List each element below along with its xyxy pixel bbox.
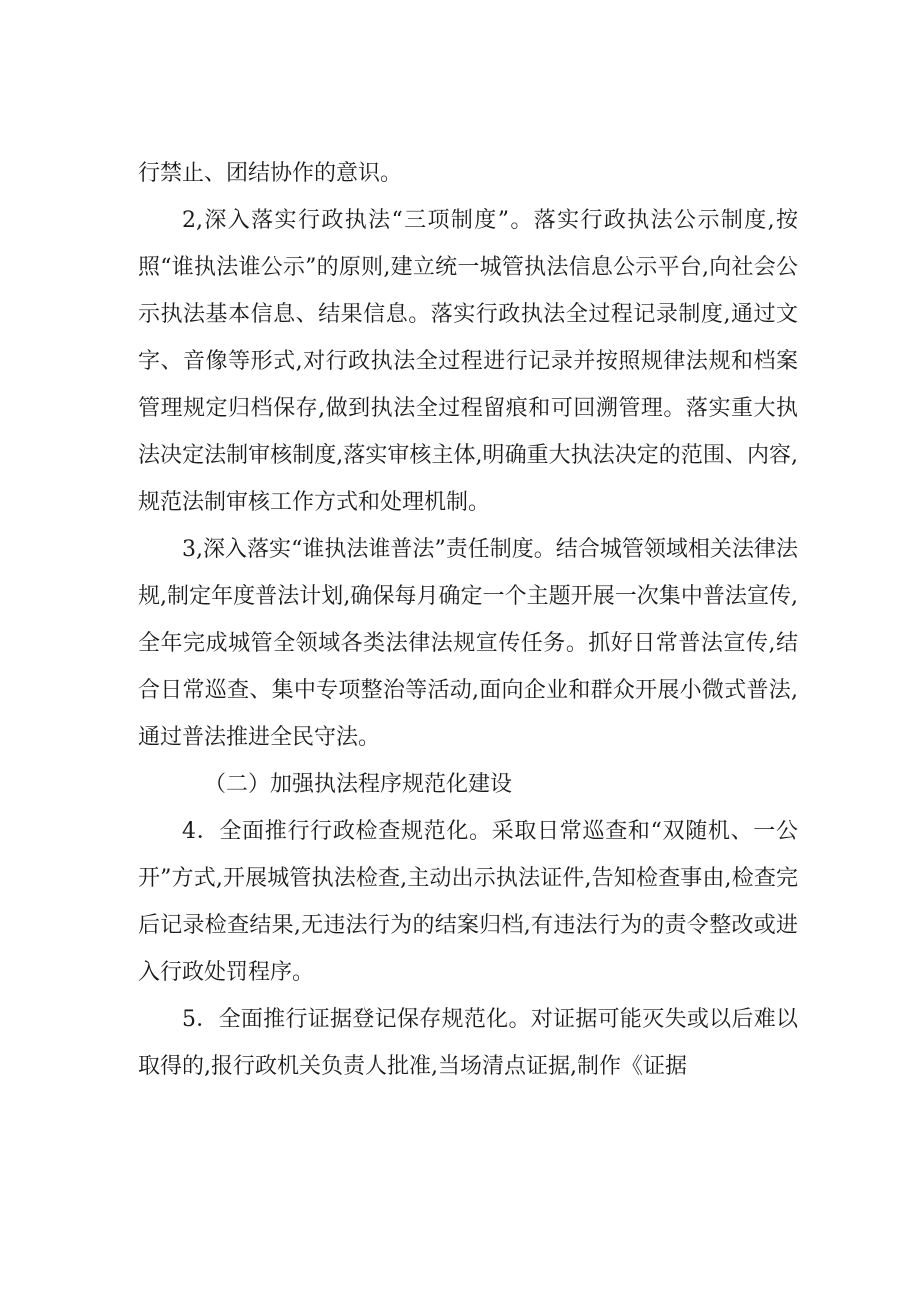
paragraph-item-4: 4．全面推行行政检查规范化。采取日常巡查和“双随机、一公开”方式,开展城管执法检查,主动出示执法证件,告知检查事由,检查完后记录检查结果,无违法行为的结案归档,有违法行为的责令整改或进入行政处罚程序。 <box>138 819 798 985</box>
section-heading: （二）加强执法程序规范化建设 <box>204 772 513 797</box>
document-body <box>138 150 798 1090</box>
paragraph-item-5: 5．全面推行证据登记保存规范化。对证据可能灭失或以后难以取得的,报行政机关负责人批准,当场清点证据,制作《证据 <box>138 1007 798 1079</box>
paragraph-item-2: 2,深入落实行政执法“三项制度”。落实行政执法公示制度,按照“谁执法谁公示”的原则,建立统一城管执法信息公示平台,向社会公示执法基本信息、结果信息。落实行政执法全过程记录制度,通过文字、音像等形式,对行政执法全过程进行记录并按照规律法规和档案管理规定归档保存,做到执法全过程留痕和可回溯管理。落实重大执法决定法制审核制度,落实审核主体,明确重大执法决定的范围、内容,规范法制审核工作方式和处理机制。 <box>138 208 798 515</box>
paragraph-item-3: 3,深入落实“谁执法谁普法”责任制度。结合城管领域相关法律法规,制定年度普法计划,确保每月确定一个主题开展一次集中普法宣传,全年完成城管全领域各类法律法规宣传任务。抓好日常普法宣传,结合日常巡查、集中专项整治等活动,面向企业和群众开展小微式普法,通过普法推进全民守法。 <box>138 537 798 750</box>
paragraph-continuation: 行禁止、团结协作的意识。 <box>138 161 403 186</box>
